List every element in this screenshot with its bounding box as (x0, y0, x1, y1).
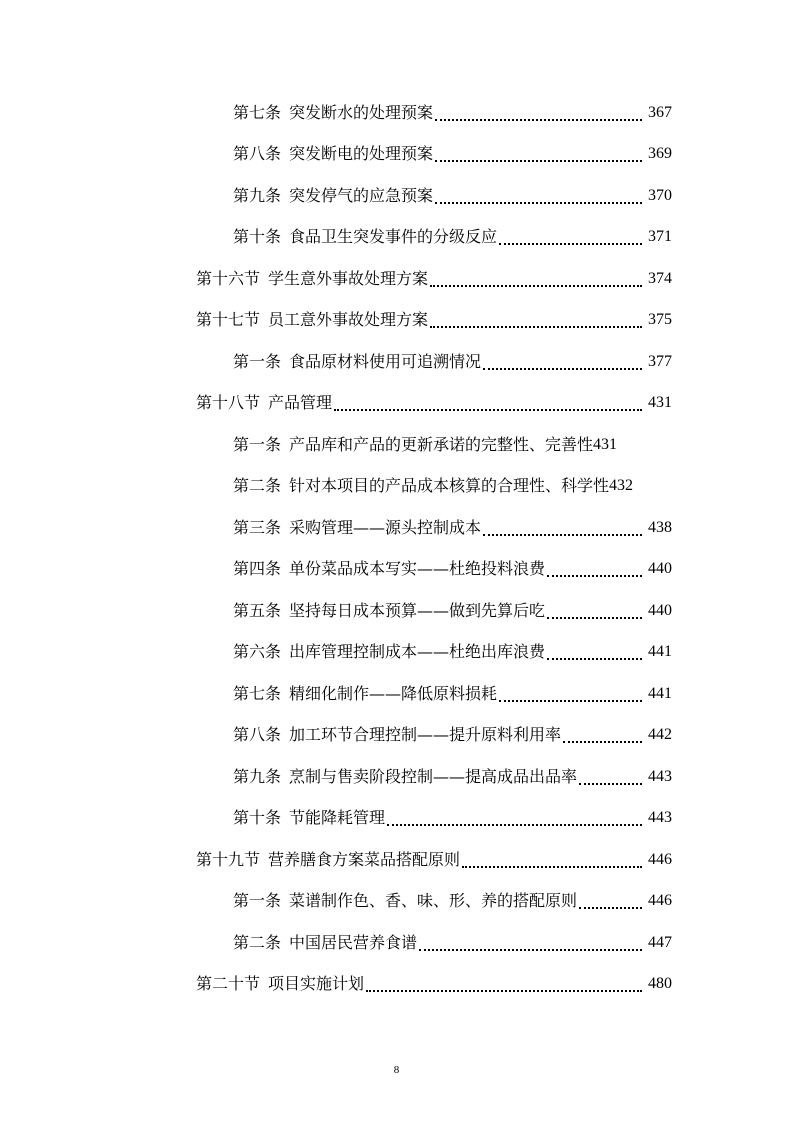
toc-entry[interactable] (0, 466, 793, 508)
toc-entry-page: 480 (648, 975, 672, 993)
toc-entry-label: 第十条 (233, 808, 282, 828)
toc-entry-title: 坚持每日成本预算——做到先算后吃 (289, 600, 546, 620)
toc-entry-title: 食品卫生突发事件的分级反应 (289, 227, 498, 247)
toc-entry[interactable] (0, 839, 793, 881)
toc-entry[interactable] (0, 424, 793, 466)
table-of-contents (0, 92, 793, 1005)
toc-entry-label: 第二十节 (196, 974, 261, 994)
toc-entry[interactable] (0, 383, 793, 425)
toc-entry-page: 431 (593, 435, 618, 453)
page-number: 8 (393, 1064, 400, 1076)
toc-entry-label: 第九条 (233, 185, 282, 205)
toc-entry[interactable] (0, 175, 793, 217)
toc-entry-title: 突发停气的应急预案 (289, 185, 434, 205)
toc-entry-page: 369 (648, 145, 672, 163)
toc-entry-page: 438 (648, 518, 672, 536)
toc-entry-page: 446 (648, 850, 672, 868)
toc-entry-title: 产品库和产品的更新承诺的完整性、完善性 (289, 434, 594, 454)
toc-entry-title: 产品管理 (268, 393, 333, 413)
toc-entry-label: 第十八节 (196, 393, 261, 413)
toc-entry-label: 第十六节 (196, 268, 261, 288)
toc-entry-page: 377 (648, 352, 672, 370)
dot-leader (462, 866, 642, 868)
toc-entry-title: 采购管理——源头控制成本 (289, 517, 482, 537)
toc-entry-title: 单份菜品成本写实——杜绝投料浪费 (289, 559, 546, 579)
toc-entry-label: 第二条 (233, 932, 282, 952)
toc-entry-title: 针对本项目的产品成本核算的合理性、科学性 (289, 476, 610, 496)
dot-leader (563, 741, 642, 743)
toc-entry[interactable] (0, 258, 793, 300)
toc-entry[interactable] (0, 507, 793, 549)
toc-entry-page: 370 (648, 186, 672, 204)
dot-leader (419, 949, 642, 951)
dot-leader (435, 119, 642, 121)
toc-entry-page: 443 (648, 809, 672, 827)
toc-entry-label: 第二条 (233, 476, 282, 496)
toc-entry[interactable] (0, 798, 793, 840)
toc-entry[interactable] (0, 300, 793, 342)
toc-entry[interactable] (0, 756, 793, 798)
toc-entry-label: 第四条 (233, 559, 282, 579)
dot-leader (547, 658, 642, 660)
dot-leader (430, 326, 642, 328)
toc-entry-title: 项目实施计划 (268, 974, 365, 994)
toc-entry-page: 441 (648, 643, 672, 661)
toc-entry[interactable] (0, 134, 793, 176)
toc-entry-title: 突发断水的处理预案 (289, 102, 434, 122)
toc-entry-page: 432 (609, 477, 634, 495)
dot-leader (579, 907, 642, 909)
toc-entry-page: 371 (648, 228, 672, 246)
toc-entry-title: 烹制与售卖阶段控制——提高成品出品率 (289, 766, 578, 786)
toc-entry-title: 菜谱制作色、香、味、形、养的搭配原则 (289, 891, 578, 911)
toc-entry[interactable] (0, 217, 793, 259)
toc-entry[interactable] (0, 632, 793, 674)
toc-entry-page: 431 (648, 394, 672, 412)
toc-entry-page: 441 (648, 684, 672, 702)
dot-leader (435, 202, 642, 204)
toc-entry-label: 第十条 (233, 227, 282, 247)
toc-entry-label: 第八条 (233, 144, 282, 164)
toc-entry-label: 第一条 (233, 434, 282, 454)
toc-entry-label: 第五条 (233, 600, 282, 620)
toc-entry-title: 节能降耗管理 (289, 808, 386, 828)
toc-entry[interactable] (0, 341, 793, 383)
dot-leader (366, 990, 642, 992)
toc-entry-page: 374 (648, 269, 672, 287)
toc-entry-title: 出库管理控制成本——杜绝出库浪费 (289, 642, 546, 662)
toc-entry-title: 营养膳食方案菜品搭配原则 (268, 849, 461, 869)
toc-entry-page: 446 (648, 892, 672, 910)
dot-leader (499, 243, 642, 245)
toc-entry[interactable] (0, 590, 793, 632)
toc-entry[interactable] (0, 92, 793, 134)
toc-entry-label: 第十九节 (196, 849, 261, 869)
dot-leader (499, 700, 642, 702)
dot-leader (430, 285, 642, 287)
toc-entry-page: 443 (648, 767, 672, 785)
toc-entry[interactable] (0, 922, 793, 964)
toc-entry[interactable] (0, 715, 793, 757)
toc-entry-page: 442 (648, 726, 672, 744)
toc-entry[interactable] (0, 673, 793, 715)
toc-entry-page: 375 (648, 311, 672, 329)
toc-entry-label: 第一条 (233, 351, 282, 371)
toc-entry-page: 447 (648, 933, 672, 951)
toc-entry-label: 第一条 (233, 891, 282, 911)
dot-leader (483, 368, 642, 370)
toc-entry-title: 食品原材料使用可追溯情况 (289, 351, 482, 371)
toc-entry-title: 学生意外事故处理方案 (268, 268, 429, 288)
toc-entry-label: 第十七节 (196, 310, 261, 330)
toc-entry-title: 中国居民营养食谱 (289, 932, 418, 952)
toc-entry-label: 第八条 (233, 725, 282, 745)
toc-entry[interactable] (0, 549, 793, 591)
toc-entry-page: 440 (648, 601, 672, 619)
toc-entry-label: 第七条 (233, 683, 282, 703)
toc-entry-label: 第三条 (233, 517, 282, 537)
toc-entry-title: 突发断电的处理预案 (289, 144, 434, 164)
toc-entry-title: 加工环节合理控制——提升原料利用率 (289, 725, 562, 745)
toc-entry[interactable] (0, 964, 793, 1006)
toc-entry-label: 第九条 (233, 766, 282, 786)
toc-entry-label: 第六条 (233, 642, 282, 662)
dot-leader (387, 824, 642, 826)
toc-entry-page: 440 (648, 560, 672, 578)
toc-entry-title: 精细化制作——降低原料损耗 (289, 683, 498, 703)
dot-leader (435, 160, 642, 162)
dot-leader (547, 617, 642, 619)
dot-leader (334, 409, 642, 411)
dot-leader (547, 575, 642, 577)
toc-entry-label: 第七条 (233, 102, 282, 122)
toc-entry[interactable] (0, 881, 793, 923)
dot-leader (483, 534, 642, 536)
toc-entry-page: 367 (648, 103, 672, 121)
dot-leader (579, 783, 642, 785)
toc-entry-title: 员工意外事故处理方案 (268, 310, 429, 330)
